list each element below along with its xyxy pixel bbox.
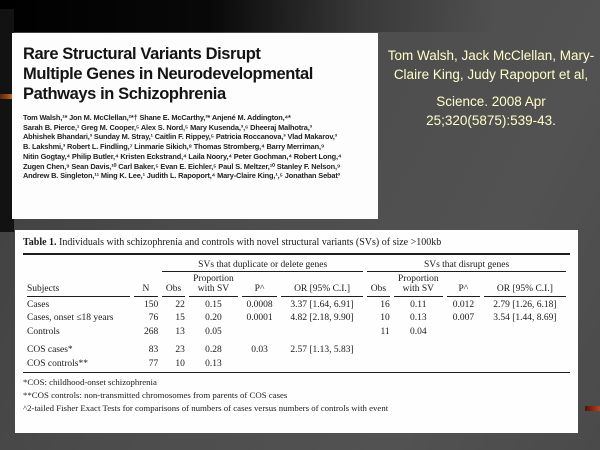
- group-header-row: [27, 256, 566, 272]
- cell-obs-disrupt: 10: [380, 313, 390, 323]
- table-row-cases-onset: [27, 311, 566, 325]
- cell-or-dup: 2.57 [1.13, 5.83]: [290, 345, 354, 355]
- author-line-7: Andrew B. Singleton,¹¹ Ming K. Lee,¹ Judith L. Rapoport,⁴ Mary-Claire King,¹,⁵ Jonathan Sebat³: [23, 171, 340, 181]
- col-header-obs-disrupt: Obs: [367, 272, 390, 297]
- cell-prop-dup: 0.13: [205, 358, 222, 369]
- table-panel: [15, 230, 578, 433]
- table-row-cases: [27, 297, 566, 311]
- cell-or-disrupt: [484, 356, 566, 370]
- author-line-2: Sarah B. Pierce,¹ Greg M. Cooper,⁵ Alex S. Nord,⁵ Mary Kusenda,³,⁶ Dheeraj Malhotra,³: [23, 122, 312, 132]
- table-row-cos-controls: [27, 356, 566, 370]
- cell-p-disrupt: [447, 324, 480, 338]
- col-header-subjects: Subjects: [27, 272, 130, 297]
- cell-p-dup: 0.03: [251, 345, 268, 355]
- cell-or-disrupt: [484, 343, 566, 357]
- col-header-obs-dup: Obs: [162, 272, 185, 297]
- paper-title-card: [12, 33, 378, 219]
- paper-title: [23, 44, 368, 104]
- cell-n: 77: [148, 358, 159, 369]
- col-header-proportion-dup: Proportion with SV: [189, 272, 238, 297]
- cell-prop-disrupt: [394, 356, 443, 370]
- col-header-p-dup: P^: [242, 272, 277, 297]
- cell-p-dup: 0.0008: [246, 299, 273, 310]
- results-table: [23, 256, 570, 370]
- cell-prop-dup: 0.28: [205, 345, 222, 355]
- paper-title-line-2: Multiple Genes in Neurodevelopmental: [23, 65, 313, 83]
- top-gradient-band: [0, 0, 600, 32]
- author-line-3: Abhishek Bhandari,³ Sunday M. Stray,¹ Caitlin F. Rippey,⁵ Patricia Roccanova,³ Vlad Makarov,³: [23, 132, 337, 142]
- col-header-n: N: [134, 272, 159, 297]
- footnote-cos: *COS: childhood-onset schizophrenia: [23, 376, 157, 387]
- cell-p-disrupt: 0.012: [452, 299, 475, 310]
- cell-obs-dup: 23: [175, 345, 185, 355]
- paper-title-line-3: Pathways in Schizophrenia: [23, 85, 226, 103]
- citation-journal: Science. 2008 Apr 25;320(5875):539-43.: [426, 94, 556, 128]
- paper-title-line-1: Rare Structural Variants Disrupt: [23, 45, 261, 63]
- table-row-cos-cases: [27, 343, 566, 357]
- col-header-or-dup: OR [95% C.I.]: [281, 272, 363, 297]
- table-caption-text: Individuals with schizophrenia and controls with novel structural variants (SVs) of size >100kb: [56, 237, 442, 248]
- cell-subject: Cases, onset ≤18 years: [27, 313, 114, 323]
- table-bottom-rule: [23, 372, 570, 373]
- cell-p-dup: [242, 324, 277, 338]
- cell-obs-dup: 22: [175, 299, 185, 310]
- table-caption: [23, 237, 570, 249]
- cell-prop-dup: 0.15: [205, 299, 222, 310]
- cell-n: 83: [148, 345, 159, 355]
- cell-or-disrupt: 3.54 [1.44, 8.69]: [493, 313, 557, 323]
- citation-authors: Tom Walsh, Jack McClellan, Mary-Claire King, Judy Rapoport et al,: [387, 48, 595, 82]
- cell-subject: COS controls**: [27, 358, 88, 369]
- column-header-row: [27, 272, 566, 297]
- author-line-5: Nitin Gogtay,⁴ Philip Butler,⁴ Kristen Eckstrand,⁴ Laila Noory,⁴ Peter Gochman,⁴ Robert Long,⁴: [23, 151, 342, 161]
- cell-n: 268: [144, 326, 159, 337]
- cell-or-disrupt: [484, 324, 566, 338]
- author-line-6: Zugen Chen,⁹ Sean Davis,¹⁰ Carl Baker,⁵ Evan E. Eichler,⁵ Paul S. Meltzer,¹⁰ Stanley F. Nelson,⁹: [23, 161, 341, 171]
- cell-prop-disrupt: 0.04: [410, 326, 427, 337]
- footnote-cos-controls: **COS controls: non-transmitted chromosomes from parents of COS cases: [23, 389, 288, 400]
- paper-author-list: [23, 113, 368, 181]
- col-header-or-disrupt: OR [95% C.I.]: [484, 272, 566, 297]
- cell-or-disrupt: 2.79 [1.26, 6.18]: [493, 299, 557, 310]
- cell-obs-dup: 15: [175, 313, 185, 323]
- cell-p-disrupt: [447, 356, 480, 370]
- cell-prop-dup: 0.05: [205, 326, 222, 337]
- cell-or-dup: [281, 356, 363, 370]
- cell-p-dup: [242, 356, 277, 370]
- cell-n: 150: [144, 299, 159, 310]
- cell-obs-dup: 10: [175, 358, 185, 369]
- cell-or-dup: 4.82 [2.18, 9.90]: [290, 313, 354, 323]
- cell-or-dup: [281, 324, 363, 338]
- author-line-4: B. Lakshmi,³ Robert L. Findling,⁷ Linmarie Sikich,⁸ Thomas Stromberg,⁴ Barry Merriman,⁹: [23, 142, 325, 152]
- cell-obs-disrupt: [367, 356, 390, 370]
- col-header-proportion-disrupt: Proportion with SV: [394, 272, 443, 297]
- table-footnotes: [23, 376, 570, 416]
- cell-p-dup: 0.0001: [246, 313, 273, 323]
- author-line-1: Tom Walsh,¹* Jon M. McClellan,²*† Shane E. McCarthy,³* Anjené M. Addington,⁴*: [23, 113, 291, 122]
- cell-subject: Cases: [27, 299, 50, 310]
- cell-or-dup: 3.37 [1.64, 6.91]: [290, 299, 354, 310]
- cell-obs-disrupt: 16: [380, 299, 390, 310]
- cell-subject: Controls: [27, 326, 60, 337]
- group-header-disrupt: SVs that disrupt genes: [367, 256, 566, 272]
- caption-rule: [23, 253, 570, 255]
- cell-prop-disrupt: [394, 343, 443, 357]
- table-caption-label: Table 1.: [23, 237, 57, 248]
- footnote-fisher-test: ^2-tailed Fisher Exact Tests for comparisons of numbers of cases versus numbers of controls with event: [23, 402, 389, 413]
- cell-p-disrupt: [447, 343, 480, 357]
- citation-block: [384, 47, 598, 130]
- group-header-duplicate-delete: SVs that duplicate or delete genes: [162, 256, 363, 272]
- table-row-controls: [27, 324, 566, 338]
- cell-obs-dup: 13: [175, 326, 185, 337]
- cell-prop-dup: 0.20: [205, 313, 222, 323]
- red-accent-dash: [585, 406, 600, 411]
- cell-subject: COS cases*: [27, 345, 73, 355]
- cell-prop-disrupt: 0.11: [410, 299, 427, 310]
- cell-p-disrupt: 0.007: [452, 313, 475, 323]
- cell-obs-disrupt: [367, 343, 390, 357]
- cell-obs-disrupt: 11: [380, 326, 390, 337]
- cell-prop-disrupt: 0.13: [410, 313, 427, 323]
- cell-n: 76: [148, 313, 159, 323]
- col-header-p-disrupt: P^: [447, 272, 480, 297]
